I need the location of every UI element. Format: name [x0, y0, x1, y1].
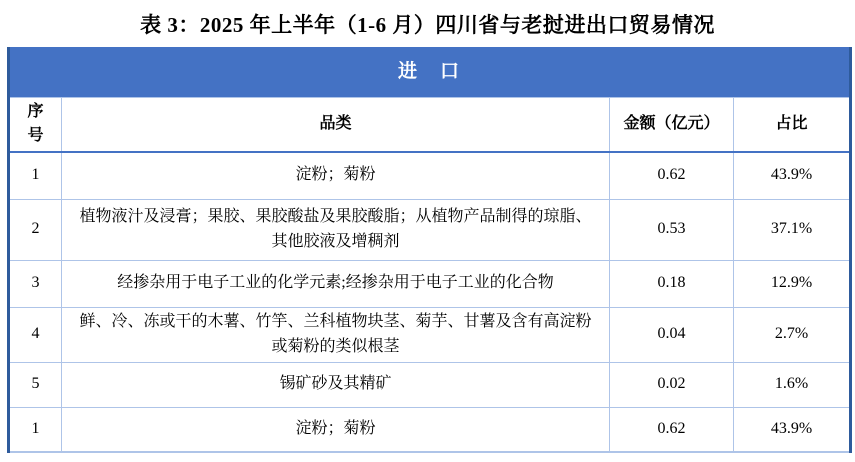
cell-amount: 0.62 — [610, 152, 734, 199]
cell-amount: 0.62 — [610, 407, 734, 452]
cell-category: 鲜、冷、冻或干的木薯、竹竽、兰科植物块茎、菊芋、甘薯及含有高淀粉或菊粉的类似根茎 — [62, 307, 610, 362]
table-banner-row — [9, 47, 851, 97]
table-row — [9, 152, 851, 199]
cell-no: 5 — [9, 362, 62, 407]
cell-no: 1 — [9, 152, 62, 199]
column-header-no: 序号 — [9, 97, 62, 152]
column-header-category: 品类 — [62, 97, 610, 152]
cell-category: 经掺杂用于电子工业的化学元素;经掺杂用于电子工业的化合物 — [62, 260, 610, 307]
import-trade-table — [7, 47, 852, 453]
column-header-share: 占比 — [734, 97, 851, 152]
cell-amount: 0.02 — [610, 362, 734, 407]
cell-share: 43.9% — [734, 407, 851, 452]
cell-amount: 0.04 — [610, 307, 734, 362]
table-row — [9, 362, 851, 407]
cell-category: 淀粉；菊粉 — [62, 152, 610, 199]
cell-category: 淀粉；菊粉 — [62, 407, 610, 452]
table-row — [9, 260, 851, 307]
cell-category: 锡矿砂及其精矿 — [62, 362, 610, 407]
cell-share: 37.1% — [734, 199, 851, 260]
table-row — [9, 307, 851, 362]
table-row — [9, 199, 851, 260]
table-header-row — [9, 97, 851, 152]
cell-share: 2.7% — [734, 307, 851, 362]
cell-no: 4 — [9, 307, 62, 362]
cell-share: 12.9% — [734, 260, 851, 307]
cell-amount: 0.18 — [610, 260, 734, 307]
cell-no: 2 — [9, 199, 62, 260]
cell-category: 植物液汁及浸膏；果胶、果胶酸盐及果胶酸脂；从植物产品制得的琼脂、其他胶液及增稠剂 — [62, 199, 610, 260]
cell-share: 43.9% — [734, 152, 851, 199]
cell-no: 1 — [9, 407, 62, 452]
page-title: 表 3：2025 年上半年（1-6 月）四川省与老挝进出口贸易情况 — [140, 13, 715, 37]
column-header-amount: 金额（亿元） — [610, 97, 734, 152]
cell-amount: 0.53 — [610, 199, 734, 260]
cell-share: 1.6% — [734, 362, 851, 407]
cell-no: 3 — [9, 260, 62, 307]
table-row — [9, 407, 851, 452]
table-banner-import: 进 口 — [9, 47, 851, 97]
